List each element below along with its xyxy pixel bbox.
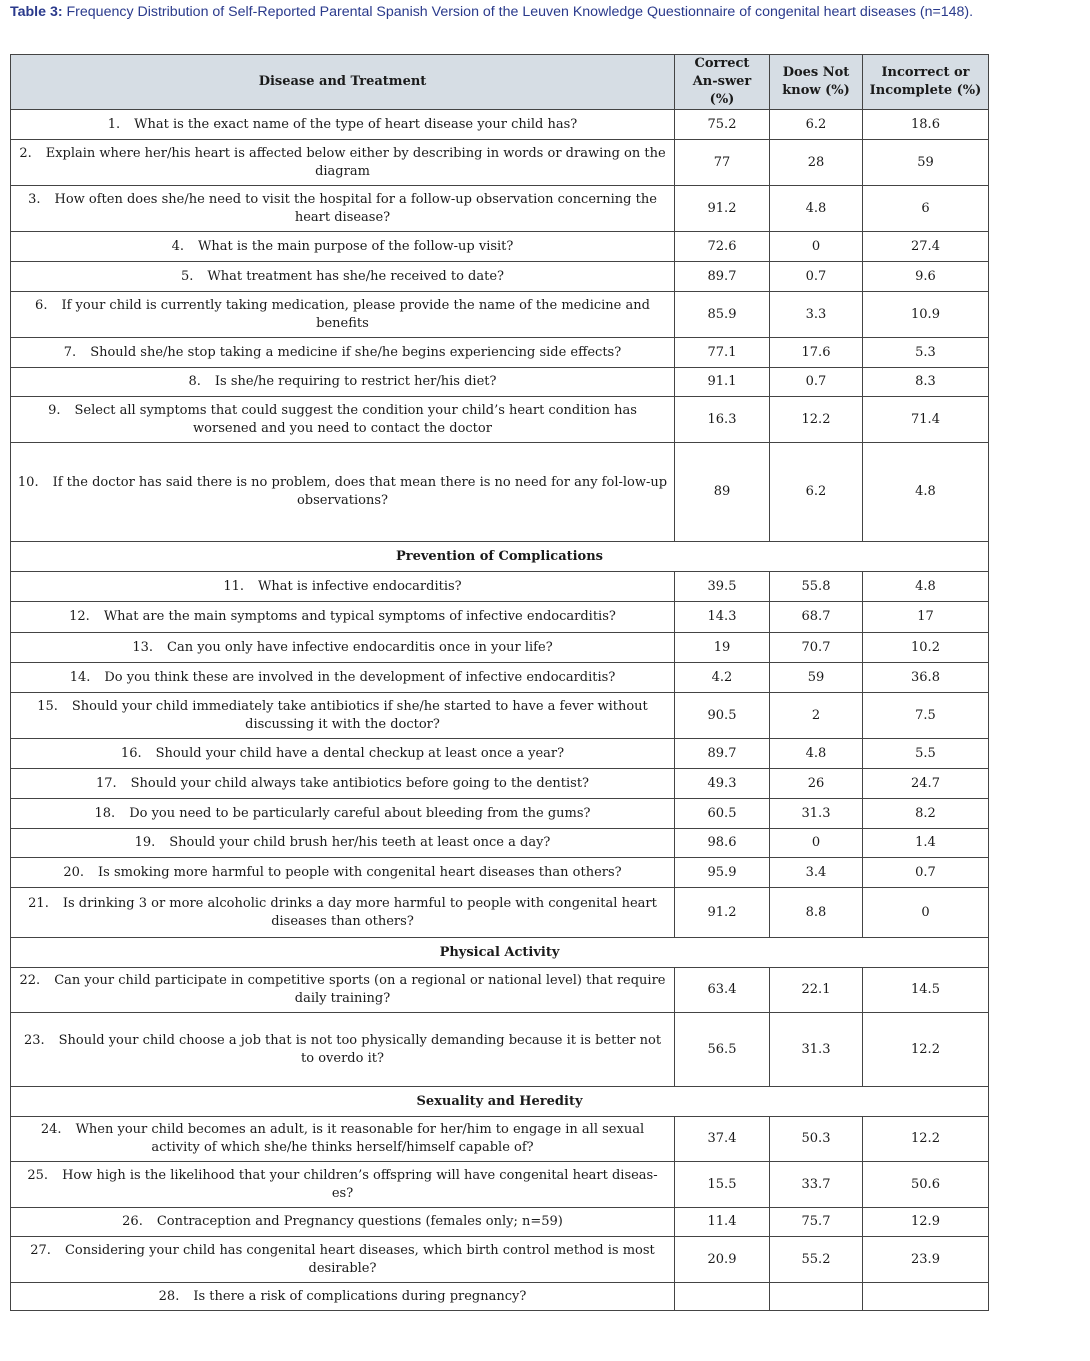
table-row: [11, 1208, 989, 1237]
question-number: 11.: [223, 578, 245, 594]
incorrect-value: 17: [863, 602, 989, 633]
question-number: 24.: [40, 1122, 62, 1137]
question-number: 20.: [63, 864, 85, 880]
correct-answer-value: 39.5: [675, 572, 770, 602]
incorrect-value: 27.4: [863, 232, 989, 262]
correct-answer-value: 89.7: [675, 739, 770, 769]
table-row: [11, 262, 989, 292]
question-cell: [11, 368, 675, 397]
table-row: [11, 110, 989, 140]
table-row: [11, 292, 989, 338]
table-row: [11, 186, 989, 232]
table-body: [11, 110, 989, 1311]
question-text: If the doctor has said there is no problem, does that mean there is no need for any fol-low-up observations?: [52, 475, 668, 508]
header-correct-answer: Correct An-swer (%): [675, 55, 770, 110]
table-row: [11, 1162, 989, 1208]
correct-answer-value: 56.5: [675, 1013, 770, 1087]
question-cell: [11, 1283, 675, 1311]
table-row: [11, 829, 989, 858]
question-text: Should your child immediately take antibiotics if she/he started to have a fever without discussing it with the doctor?: [71, 698, 648, 732]
section-title: Physical Activity: [11, 938, 989, 968]
question-text: Is there a risk of complications during pregnancy?: [193, 1288, 527, 1304]
incorrect-value: 24.7: [863, 769, 989, 799]
incorrect-value: 6: [863, 186, 989, 232]
table-row: [11, 968, 989, 1013]
does-not-know-value: 22.1: [770, 968, 863, 1013]
question-number: 13.: [132, 639, 154, 655]
question-text: How often does she/he need to visit the hospital for a follow-up observation concerning the heart disease?: [54, 191, 657, 225]
table-row: [11, 1283, 989, 1311]
question-number: 14.: [69, 669, 91, 685]
question-cell: [11, 1013, 675, 1087]
question-cell: [11, 888, 675, 938]
question-text: What is the exact name of the type of heart disease your child has?: [134, 116, 578, 132]
question-number: 2.: [19, 145, 32, 161]
correct-answer-value: 20.9: [675, 1237, 770, 1283]
question-text: Can your child participate in competitive sports (on a regional or national level) that require daily training?: [54, 973, 666, 1006]
question-text: If your child is currently taking medication, please provide the name of the medicine and benefits: [61, 297, 650, 331]
question-number: 23.: [23, 1032, 45, 1048]
does-not-know-value: 68.7: [770, 602, 863, 633]
incorrect-value: 12.2: [863, 1013, 989, 1087]
question-number: 28.: [158, 1288, 180, 1304]
question-cell: [11, 739, 675, 769]
question-number: 6.: [35, 297, 48, 313]
does-not-know-value: 3.3: [770, 292, 863, 338]
table-row: [11, 799, 989, 829]
header-row: [11, 55, 989, 110]
question-number: 1.: [107, 116, 121, 132]
incorrect-value: 18.6: [863, 110, 989, 140]
question-cell: [11, 858, 675, 888]
correct-answer-value: 98.6: [675, 829, 770, 858]
question-cell: [11, 769, 675, 799]
correct-answer-value: 37.4: [675, 1117, 770, 1162]
does-not-know-value: 3.4: [770, 858, 863, 888]
does-not-know-value: 28: [770, 140, 863, 186]
question-cell: [11, 140, 675, 186]
question-text: Contraception and Pregnancy questions (females only; n=59): [156, 1214, 563, 1229]
question-number: 18.: [94, 805, 116, 821]
question-text: What treatment has she/he received to date?: [207, 268, 505, 284]
incorrect-value: 71.4: [863, 397, 989, 443]
incorrect-value: 4.8: [863, 572, 989, 602]
question-text: Should she/he stop taking a medicine if she/he begins experiencing side effects?: [90, 344, 622, 360]
correct-answer-value: 16.3: [675, 397, 770, 443]
question-number: 22.: [19, 973, 41, 988]
incorrect-value: 1.4: [863, 829, 989, 858]
correct-answer-value: 15.5: [675, 1162, 770, 1208]
question-cell: [11, 968, 675, 1013]
question-number: 25.: [27, 1167, 49, 1183]
correct-answer-value: 19: [675, 633, 770, 663]
table-row: [11, 1237, 989, 1283]
question-cell: [11, 186, 675, 232]
question-text: Should your child choose a job that is not too physically demanding because it is better not to overdo it?: [58, 1032, 662, 1066]
correct-answer-value: 11.4: [675, 1208, 770, 1237]
incorrect-value: 9.6: [863, 262, 989, 292]
question-cell: [11, 829, 675, 858]
table-row: [11, 397, 989, 443]
knowledge-table: [10, 54, 989, 1311]
question-cell: [11, 1117, 675, 1162]
correct-answer-value: 4.2: [675, 663, 770, 693]
table-row: [11, 232, 989, 262]
incorrect-value: 0.7: [863, 858, 989, 888]
table-row: [11, 572, 989, 602]
table-row: [11, 602, 989, 633]
does-not-know-value: 0: [770, 829, 863, 858]
question-text: Select all symptoms that could suggest the condition your child’s heart condition has worsened and you need to contact the doctor: [74, 402, 637, 436]
question-number: 27.: [30, 1242, 51, 1258]
question-number: 26.: [122, 1214, 143, 1229]
question-text: Should your child have a dental checkup at least once a year?: [155, 745, 565, 761]
header-incorrect: Incorrect or Incomplete (%): [863, 55, 989, 110]
table-row: [11, 663, 989, 693]
question-text: Is she/he requiring to restrict her/his diet?: [214, 374, 497, 389]
section-row-prevention: [11, 542, 989, 572]
correct-answer-value: 60.5: [675, 799, 770, 829]
question-cell: [11, 1162, 675, 1208]
does-not-know-value: 31.3: [770, 799, 863, 829]
question-number: 9.: [48, 402, 61, 418]
correct-answer-value: 89: [675, 443, 770, 542]
correct-answer-value: 77: [675, 140, 770, 186]
question-cell: [11, 633, 675, 663]
question-cell: [11, 663, 675, 693]
table-row: [11, 368, 989, 397]
question-cell: [11, 292, 675, 338]
incorrect-value: 8.2: [863, 799, 989, 829]
table-row: [11, 1117, 989, 1162]
incorrect-value: 4.8: [863, 443, 989, 542]
does-not-know-value: 70.7: [770, 633, 863, 663]
question-text: Do you need to be particularly careful about bleeding from the gums?: [129, 805, 591, 821]
section-title: Prevention of Complications: [11, 542, 989, 572]
question-text: How high is the likelihood that your children’s offspring will have congenital heart diseas-es?: [62, 1167, 658, 1201]
question-text: Considering your child has congenital heart diseases, which birth control method is most desirable?: [64, 1242, 655, 1276]
incorrect-value: 59: [863, 140, 989, 186]
question-text: Do you think these are involved in the development of infective endocarditis?: [104, 669, 616, 685]
question-cell: [11, 693, 675, 739]
does-not-know-value: 2: [770, 693, 863, 739]
does-not-know-value: 33.7: [770, 1162, 863, 1208]
does-not-know-value: 4.8: [770, 739, 863, 769]
does-not-know-value: 75.7: [770, 1208, 863, 1237]
incorrect-value: [863, 1283, 989, 1311]
incorrect-value: 10.9: [863, 292, 989, 338]
correct-answer-value: 63.4: [675, 968, 770, 1013]
does-not-know-value: 17.6: [770, 338, 863, 368]
question-text: What is infective endocarditis?: [258, 578, 462, 594]
question-number: 17.: [95, 775, 117, 791]
question-cell: [11, 338, 675, 368]
question-text: Should your child brush her/his teeth at least once a day?: [169, 835, 551, 850]
table-caption: [10, 4, 1070, 21]
correct-answer-value: 75.2: [675, 110, 770, 140]
question-text: When your child becomes an adult, is it reasonable for her/him to engage in all sexual activity of which she/he thinks herself/himself capable of?: [75, 1122, 645, 1155]
question-number: 16.: [120, 745, 142, 761]
does-not-know-value: 59: [770, 663, 863, 693]
header-disease-treatment: Disease and Treatment: [11, 55, 675, 110]
does-not-know-value: 55.2: [770, 1237, 863, 1283]
question-number: 3.: [28, 191, 41, 207]
section-title: Sexuality and Heredity: [11, 1087, 989, 1117]
question-cell: [11, 572, 675, 602]
correct-answer-value: 49.3: [675, 769, 770, 799]
section-row-physical: [11, 938, 989, 968]
incorrect-value: 5.5: [863, 739, 989, 769]
incorrect-value: 0: [863, 888, 989, 938]
correct-answer-value: 90.5: [675, 693, 770, 739]
incorrect-value: 12.9: [863, 1208, 989, 1237]
question-text: What is the main purpose of the follow-up visit?: [198, 238, 514, 254]
section-row-sexuality: [11, 1087, 989, 1117]
does-not-know-value: 0.7: [770, 368, 863, 397]
incorrect-value: 14.5: [863, 968, 989, 1013]
correct-answer-value: 77.1: [675, 338, 770, 368]
caption-label: Table 3:: [10, 4, 63, 20]
question-text: Should your child always take antibiotics before going to the dentist?: [130, 775, 590, 791]
question-text: Is smoking more harmful to people with congenital heart diseases than others?: [98, 864, 622, 880]
question-cell: [11, 602, 675, 633]
question-number: 21.: [28, 895, 49, 911]
question-number: 8.: [188, 374, 201, 389]
incorrect-value: 50.6: [863, 1162, 989, 1208]
correct-answer-value: 91.2: [675, 186, 770, 232]
correct-answer-value: 91.1: [675, 368, 770, 397]
question-number: 5.: [180, 268, 194, 284]
question-cell: [11, 110, 675, 140]
correct-answer-value: 91.2: [675, 888, 770, 938]
incorrect-value: 10.2: [863, 633, 989, 663]
question-cell: [11, 443, 675, 542]
does-not-know-value: [770, 1283, 863, 1311]
question-cell: [11, 232, 675, 262]
correct-answer-value: 85.9: [675, 292, 770, 338]
correct-answer-value: 95.9: [675, 858, 770, 888]
question-number: 12.: [69, 609, 90, 624]
incorrect-value: 7.5: [863, 693, 989, 739]
correct-answer-value: 72.6: [675, 232, 770, 262]
question-number: 10.: [17, 475, 39, 490]
table-row: [11, 769, 989, 799]
does-not-know-value: 0: [770, 232, 863, 262]
does-not-know-value: 0.7: [770, 262, 863, 292]
question-number: 19.: [134, 835, 156, 850]
does-not-know-value: 31.3: [770, 1013, 863, 1087]
incorrect-value: 23.9: [863, 1237, 989, 1283]
correct-answer-value: [675, 1283, 770, 1311]
question-cell: [11, 1208, 675, 1237]
question-text: Explain where her/his heart is affected below either by describing in words or drawing on the diagram: [45, 145, 666, 179]
table-row: [11, 888, 989, 938]
table-row: [11, 739, 989, 769]
table-row: [11, 858, 989, 888]
incorrect-value: 36.8: [863, 663, 989, 693]
does-not-know-value: 8.8: [770, 888, 863, 938]
does-not-know-value: 4.8: [770, 186, 863, 232]
question-number: 7.: [63, 344, 77, 360]
does-not-know-value: 12.2: [770, 397, 863, 443]
header-does-not-know: Does Not know (%): [770, 55, 863, 110]
incorrect-value: 12.2: [863, 1117, 989, 1162]
question-number: 4.: [171, 238, 185, 254]
table-row: [11, 693, 989, 739]
question-number: 15.: [37, 698, 58, 714]
does-not-know-value: 6.2: [770, 443, 863, 542]
does-not-know-value: 26: [770, 769, 863, 799]
question-text: Can you only have infective endocarditis once in your life?: [167, 639, 553, 655]
question-text: What are the main symptoms and typical symptoms of infective endocarditis?: [103, 609, 616, 624]
table-row: [11, 633, 989, 663]
question-cell: [11, 262, 675, 292]
question-cell: [11, 1237, 675, 1283]
table-row: [11, 140, 989, 186]
does-not-know-value: 6.2: [770, 110, 863, 140]
question-cell: [11, 397, 675, 443]
table-row: [11, 1013, 989, 1087]
table-row: [11, 443, 989, 542]
correct-answer-value: 89.7: [675, 262, 770, 292]
caption-text: Frequency Distribution of Self-Reported Parental Spanish Version of the Leuven Knowledge Questionnaire of congenital heart diseases (n=148).: [66, 4, 974, 20]
question-text: Is drinking 3 or more alcoholic drinks a day more harmful to people with congenital heart diseases than others?: [62, 895, 657, 929]
does-not-know-value: 55.8: [770, 572, 863, 602]
incorrect-value: 8.3: [863, 368, 989, 397]
does-not-know-value: 50.3: [770, 1117, 863, 1162]
table-row: [11, 338, 989, 368]
correct-answer-value: 14.3: [675, 602, 770, 633]
question-cell: [11, 799, 675, 829]
incorrect-value: 5.3: [863, 338, 989, 368]
